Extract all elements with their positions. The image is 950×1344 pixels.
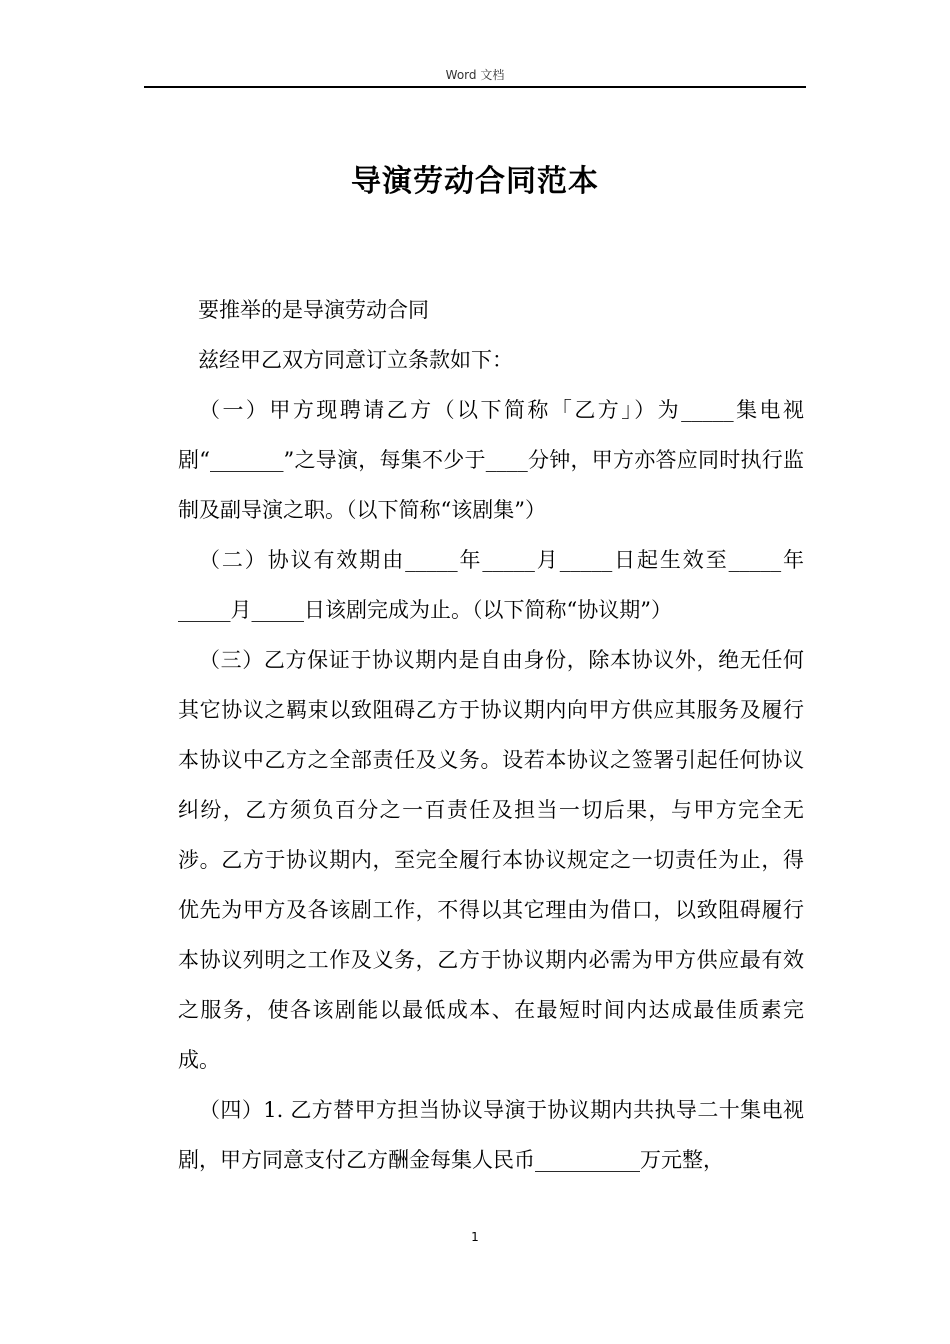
clause-3: （三）乙方保证于协议期内是自由身份，除本协议外，绝无任何其它协议之羁束以致阻碍乙方于协议期内向甲方供应其服务及履行本协议中乙方之全部责任及义务。设若本协议之签署引起任何协议纠纷，乙方须负百分之一百责任及担当一切后果，与甲方完全无涉。乙方于协议期内，至完全履行本协议规定之一切责任为止，得优先为甲方及各该剧工作，不得以其它理由为借口，以致阻碍履行本协议列明之工作及义务，乙方于协议期内必需为甲方供应最有效之服务，使各该剧能以最低成本、在最短时间内达成最佳质素完成。 [178,648,804,1072]
paragraph-intro: 要推举的是导演劳动合同 [198,298,429,322]
page-number: 1 [471,1230,479,1244]
document-body [178,285,804,1185]
document-title: 导演劳动合同范本 [351,164,599,199]
paragraph-preamble: 兹经甲乙双方同意订立条款如下： [198,348,513,372]
clause-4: （四）1. 乙方替甲方担当协议导演于协议期内共执导二十集电视剧，甲方同意支付乙方酬金每集人民币__________万元整， [178,1098,804,1172]
clause-2: （二）协议有效期由_____年_____月_____日起生效至_____年_____月_____日该剧完成为止。（以下简称“协议期”） [178,548,804,622]
header-divider [144,86,806,88]
clause-1: （一）甲方现聘请乙方（以下简称「乙方」）为_____集电视剧“_______”之导演，每集不少于____分钟，甲方亦答应同时执行监制及副导演之职。（以下简称“该剧集”） [178,398,804,522]
page-header: Word 文档 [445,68,505,82]
